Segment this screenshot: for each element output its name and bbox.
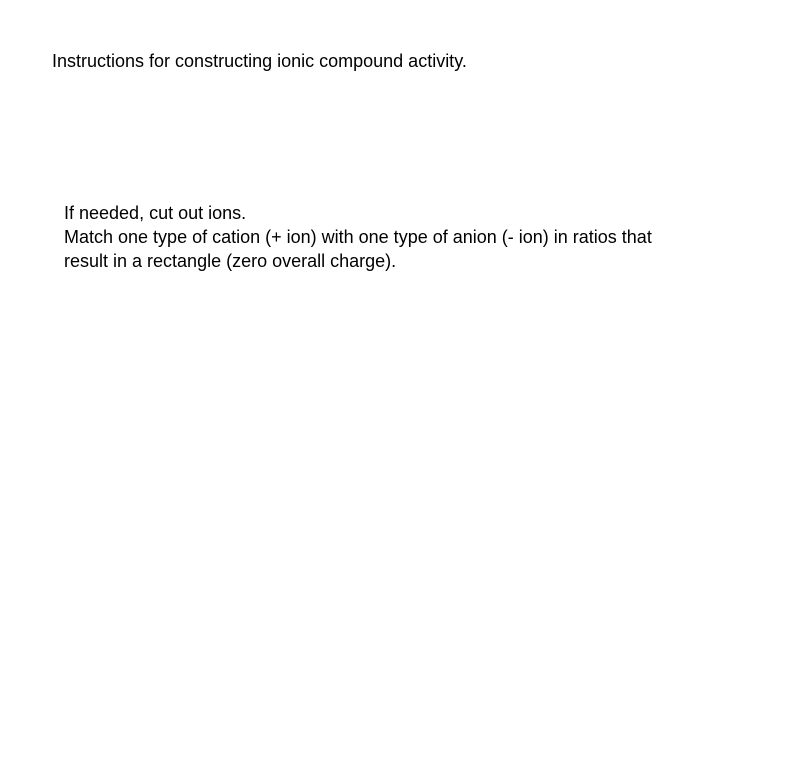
instructions-text xyxy=(64,201,774,273)
instruction-line-result: result in a rectangle (zero overall charge). xyxy=(64,251,397,271)
page-title: Instructions for constructing ionic compound activity. xyxy=(52,51,467,71)
instruction-line-cut-out: If needed, cut out ions. xyxy=(64,203,247,223)
instruction-line-match-ions: Match one type of cation (+ ion) with one type of anion (- ion) in ratios that xyxy=(64,227,652,247)
